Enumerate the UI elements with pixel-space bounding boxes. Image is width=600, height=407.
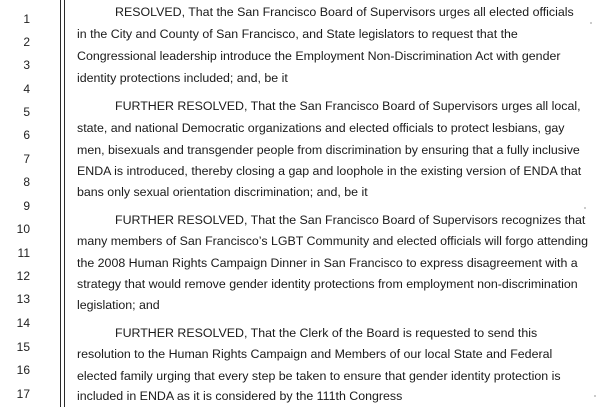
scan-speck [584,207,586,209]
text-line: state, and national Democratic organizations and elected officials to protect lesbians, gay [77,121,565,135]
text-line: the 2008 Human Rights Campaign Dinner in San Francisco to express disagreement with a [77,256,578,270]
text-line: bans only sexual orientation discrimination; and, be it [77,185,368,199]
line-number: 9 [23,199,30,213]
line-number: 6 [23,128,30,142]
line-number: 1 [23,12,30,26]
line-number: 15 [16,340,30,354]
line-number: 7 [23,152,30,166]
text-line: men, bisexuals and transgender people from discrimination by ensuring that a fully inclusive [77,143,580,157]
line-number: 14 [16,316,30,330]
margin-rule-left [60,0,61,407]
text-line: FURTHER RESOLVED, That the San Francisco Board of Supervisors recognizes that [115,213,586,227]
line-number: 2 [23,35,30,49]
margin-rule-right [64,0,65,407]
text-line: elected family urging that every step be taken to ensure that gender identity protection is [77,369,561,383]
line-number: 16 [16,363,30,377]
text-line: FURTHER RESOLVED, That the San Francisco Board of Supervisors urges all local, [115,99,581,113]
line-number: 11 [17,246,30,260]
text-line: identity protections included; and, be it [77,71,288,85]
text-line: in the City and County of San Francisco, and State legislators to request that the [77,27,518,41]
text-line: legislation; and [77,298,160,312]
line-number: 12 [16,269,30,283]
line-number: 13 [16,292,30,306]
line-number: 4 [23,82,30,96]
scan-speck [590,22,592,24]
line-number: 17 [16,387,30,401]
line-number: 5 [23,105,30,119]
text-line: ENDA is introduced, thereby closing a gap and loophole in the existing version of ENDA that [77,164,582,178]
line-number: 3 [23,58,30,72]
line-number: 10 [16,222,30,236]
text-line: strategy that would remove gender identity protections from employment non-discrimination [77,277,578,291]
text-line: RESOLVED, That the San Francisco Board of Supervisors urges all elected officials [115,5,574,19]
text-line: included in ENDA as it is considered by the 111th Congress [77,389,403,403]
text-line: Congressional leadership introduce the Employment Non-Discrimination Act with gender [77,49,561,63]
text-line: FURTHER RESOLVED, That the Clerk of the Board is requested to send this [115,326,538,340]
scan-speck [594,395,596,397]
text-line: resolution to the Human Rights Campaign and Members of our local State and Federal [77,347,553,361]
line-number: 8 [23,175,30,189]
text-line: many members of San Francisco’s LGBT Community and elected officials will forgo attending [77,234,589,248]
